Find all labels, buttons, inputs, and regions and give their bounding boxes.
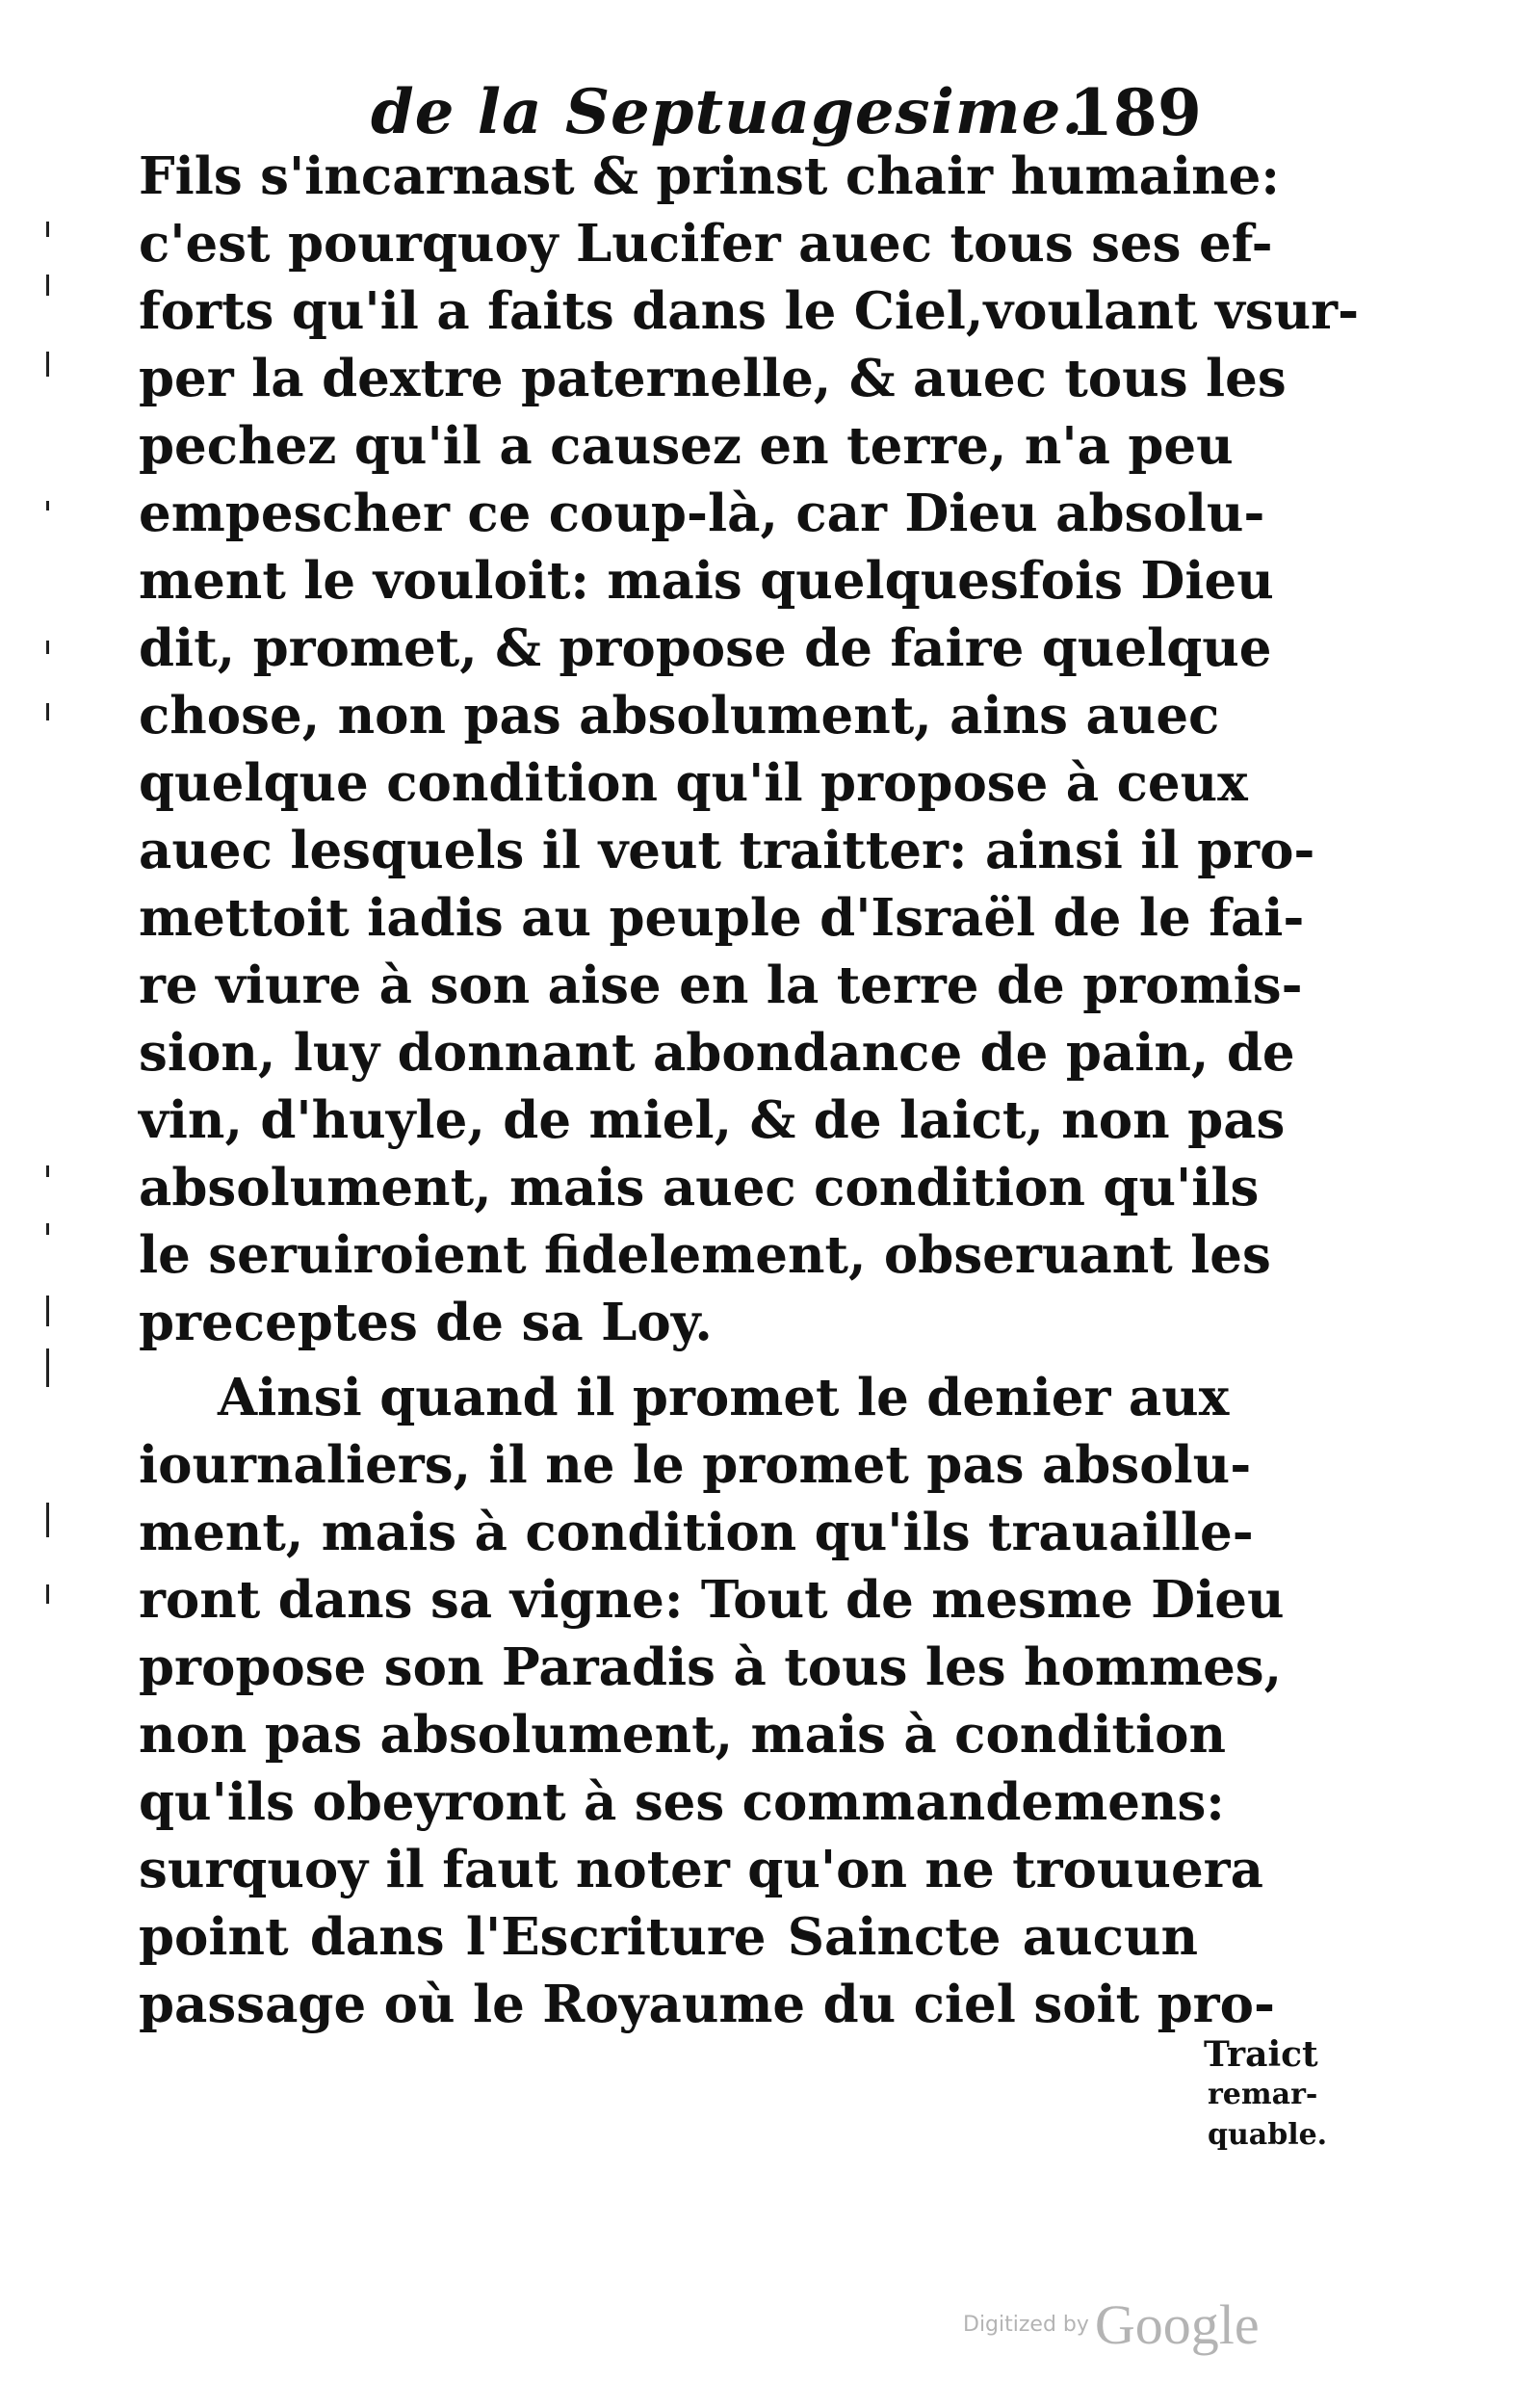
scan-mark [46, 703, 49, 720]
text-line: point dans l'Escriture Saincte aucun [139, 1907, 1198, 1967]
margin-note-line: remar- [1208, 2078, 1318, 2111]
text-line: surquoy il faut noter qu'on ne trouuera [139, 1840, 1263, 1899]
scan-mark [46, 1584, 49, 1604]
scan-mark [46, 1348, 49, 1387]
text-line: le seruiroient fidelement, obseruant les [139, 1225, 1271, 1285]
margin-note [1204, 2034, 1348, 2156]
text-line: iournaliers, il ne le promet pas absolu- [139, 1435, 1252, 1495]
text-line: vin, d'huyle, de miel, & de laict, non pas [139, 1090, 1286, 1150]
text-line: auec lesquels il veut traitter: ainsi il pro- [139, 821, 1315, 880]
text-line: non pas absolument, mais à condition [139, 1705, 1227, 1765]
scan-mark [46, 222, 49, 237]
text-line: empescher ce coup-là, car Dieu absolu- [139, 484, 1265, 543]
text-line: mettoit iadis au peuple d'Israël de le fai- [139, 888, 1305, 948]
paragraph-gap [139, 1356, 1198, 1364]
digitized-by-google-watermark [963, 2292, 1260, 2357]
scan-mark [46, 1503, 49, 1537]
text-line: chose, non pas absolument, ains auec [139, 686, 1220, 746]
scan-mark [46, 1223, 49, 1235]
scan-mark [46, 1165, 49, 1177]
text-line: absolument, mais auec condition qu'ils [139, 1158, 1260, 1217]
text-line: passage où le Royaume du ciel soit pro- [139, 1975, 1275, 2034]
text-line: preceptes de sa Loy. [139, 1293, 713, 1352]
text-line: ment, mais à condition qu'ils trauaille- [139, 1503, 1254, 1562]
text-line: ront dans sa vigne: Tout de mesme Dieu [139, 1570, 1285, 1630]
text-line: forts qu'il a faits dans le Ciel,voulant vsur- [139, 281, 1360, 341]
text-line: per la dextre paternelle, & auec tous les [139, 349, 1287, 408]
margin-note-line: quable. [1208, 2118, 1328, 2152]
text-line: ment le vouloit: mais quelquesfois Dieu [139, 551, 1274, 611]
text-line: qu'ils obeyront à ses commandemens: [139, 1772, 1225, 1832]
page-number: 189 [1069, 75, 1202, 150]
text-line: quelque condition qu'il propose à ceux [139, 753, 1248, 813]
text-line: re viure à son aise en la terre de promis- [139, 955, 1303, 1015]
digitized-by-label: Digitized by [963, 2313, 1089, 2337]
scan-mark [46, 352, 49, 377]
text-line: dit, promet, & propose de faire quelque [139, 618, 1272, 678]
scan-mark [46, 275, 49, 296]
running-title: de la Septuagesime. [371, 76, 1084, 148]
scan-mark [46, 501, 49, 510]
google-logo: Google [1094, 2293, 1260, 2356]
text-line: Fils s'incarnast & prinst chair humaine: [139, 146, 1280, 206]
margin-note-line: Traict [1204, 2034, 1318, 2075]
body-text [139, 143, 1360, 2038]
scan-mark [46, 641, 49, 654]
text-line: sion, luy donnant abondance de pain, de [139, 1023, 1295, 1083]
text-line: c'est pourquoy Lucifer auec tous ses ef- [139, 214, 1273, 274]
scan-mark [46, 1296, 49, 1326]
text-line: Ainsi quand il promet le denier aux [218, 1368, 1230, 1427]
text-line: pechez qu'il a causez en terre, n'a peu [139, 416, 1234, 476]
text-line: propose son Paradis à tous les hommes, [139, 1637, 1283, 1697]
